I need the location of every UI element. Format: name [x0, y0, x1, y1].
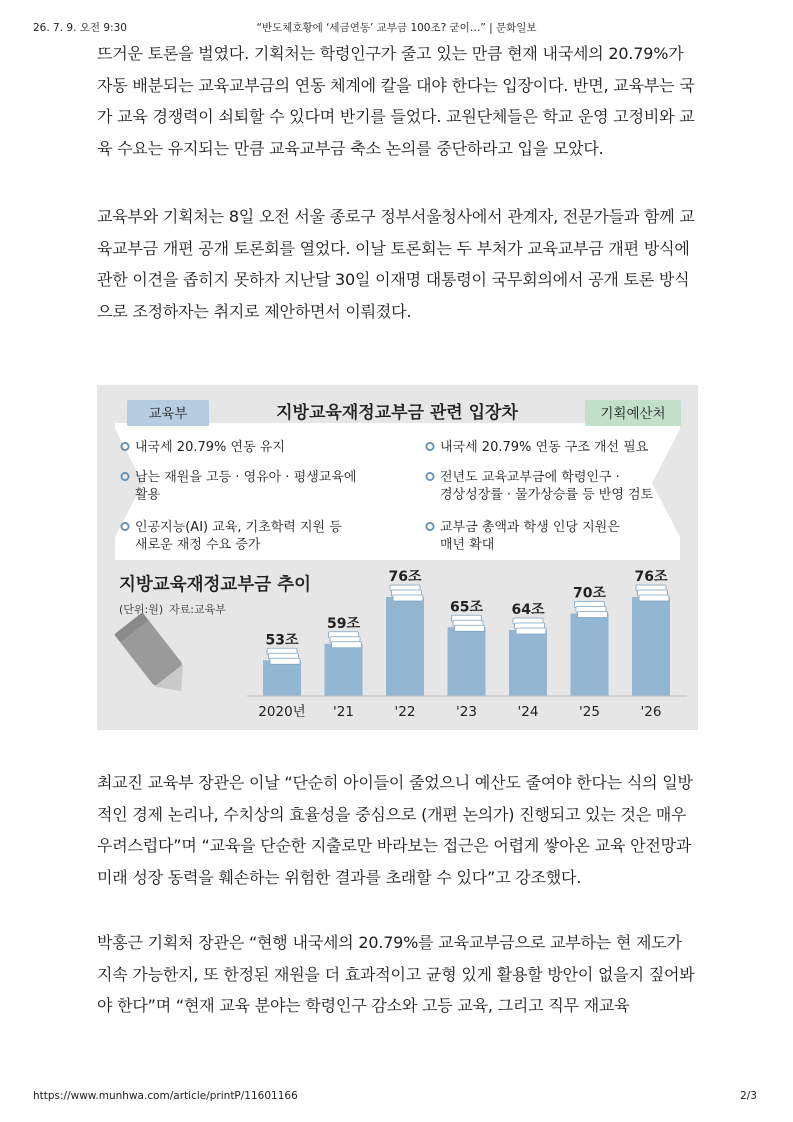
category-label: 2020년	[258, 704, 306, 720]
bar	[448, 627, 486, 696]
bar	[386, 597, 424, 696]
left-point-line: 남는 재원을 고등 · 영유아 · 평생교육에	[135, 470, 357, 485]
category-label: '23	[456, 704, 477, 720]
bar-value-label: 76조	[634, 569, 668, 585]
bar-value-label: 70조	[572, 585, 607, 602]
infographic	[97, 385, 698, 730]
left-point-line: 새로운 재정 수요 증가	[135, 537, 261, 553]
bar-value-label: 59조	[326, 615, 361, 632]
print-date: 26. 7. 9. 오전 9:30	[33, 22, 127, 34]
bar-value-label: 53조	[265, 632, 299, 649]
infographic-title: 지방교육재정교부금 관련 입장차	[276, 403, 518, 423]
bar	[571, 614, 609, 697]
category-label: '26	[640, 704, 662, 720]
left-point-line: 인공지능(AI) 교육, 기초학력 지원 등	[135, 520, 342, 535]
money-stack-icon	[636, 585, 669, 601]
unit-note: (단위:원)	[119, 603, 164, 616]
left-label: 교육부	[148, 406, 188, 422]
category-label: '22	[394, 704, 416, 720]
right-point-line: 경상성장률 · 물가상승률 등 반영 검토	[440, 487, 654, 503]
document-title: “반도체호황에 ‘세금연동’ 교부금 100조? 굳이…” | 문화일보	[256, 22, 537, 34]
right-point-line: 전년도 교육교부금에 학령인구 ·	[440, 470, 620, 485]
bar-value-label: 64조	[511, 602, 545, 618]
chart-title: 지방교육재정교부금 추이	[119, 575, 312, 595]
money-stack-icon	[513, 618, 546, 634]
article-paragraph: 박홍근 기획처 장관은 “현행 내국세의 20.79%를 교육교부금으로 교부하는 현 제도가 지속 가능한지, 또 한정된 재원을 더 효과적이고 균형 있게 활용할 방안이 없을지 짚어봐야 한다”며 “현재 교육 분야는 학령인구 감소와 고등 교육, 그리고 직무 재교육	[97, 933, 695, 1015]
category-label: '25	[579, 704, 600, 720]
money-stack-icon	[267, 648, 300, 664]
infographic-svg	[97, 385, 698, 730]
right-point-line: 매년 확대	[440, 537, 495, 553]
left-point-line: 내국세 20.79% 연동 유지	[135, 440, 285, 455]
bar-value-label: 76조	[388, 569, 422, 585]
right-label: 기획예산처	[600, 406, 666, 422]
bar	[263, 660, 301, 696]
page-number: 2/3	[740, 1090, 757, 1102]
article-paragraph: 최교진 교육부 장관은 이날 “단순히 아이들이 줄었으니 예산도 줄여야 한다는 식의 일방적인 경제 논리나, 수치상의 효율성을 중심으로 (개편 논의가) 진행되고 있는 것은 매우 우려스럽다”며 “교육을 단순한 지출로만 바라보는 접근은 어렵게 쌓아온 교육 안전망과 미래 성장 동력을 훼손하는 위험한 결과를 초래할 수 있다”고 강조했다.	[97, 773, 693, 887]
right-point-line: 교부금 총액과 학생 인당 지원은	[440, 520, 620, 535]
money-stack-icon	[329, 632, 362, 648]
left-point-line: 활용	[135, 487, 161, 503]
bar	[325, 644, 363, 696]
bar-value-label: 65조	[449, 599, 484, 616]
money-stack-icon	[575, 602, 608, 618]
bar	[632, 597, 670, 696]
right-point-line: 내국세 20.79% 연동 구조 개선 필요	[440, 440, 649, 455]
article-paragraph: 교육부와 기획처는 8일 오전 서울 종로구 정부서울청사에서 관계자, 전문가들과 함께 교육교부금 개편 공개 토론회를 열었다. 이날 토론회는 두 부처가 교육교부금 개편 방식에 관한 이견을 좁히지 못하자 지난달 30일 이재명 대통령이 국무회의에서 공개 토론 방식으로 조정하자는 취지로 제안하면서 이뤄졌다.	[97, 207, 695, 321]
money-stack-icon	[452, 615, 485, 631]
article-paragraph: 뜨거운 토론을 벌였다. 기획처는 학령인구가 줄고 있는 만큼 현재 내국세의 20.79%가 자동 배분되는 교육교부금의 연동 체계에 칼을 대야 한다는 입장이다. 반면, 교육부는 국가 교육 경쟁력이 쇠퇴할 수 있다며 반기를 들었다. 교원단체들은 학교 운영 고정비와 교육 수요는 유지되는 만큼 교육교부금 축소 논의를 중단하라고 입을 모았다.	[97, 44, 695, 158]
bar	[509, 630, 547, 696]
money-stack-icon	[390, 585, 423, 601]
article-url: https://www.munhwa.com/article/printP/11601166	[33, 1090, 298, 1102]
category-label: '24	[517, 704, 539, 720]
category-label: '21	[333, 704, 354, 720]
source-note: 자료:교육부	[169, 603, 226, 616]
